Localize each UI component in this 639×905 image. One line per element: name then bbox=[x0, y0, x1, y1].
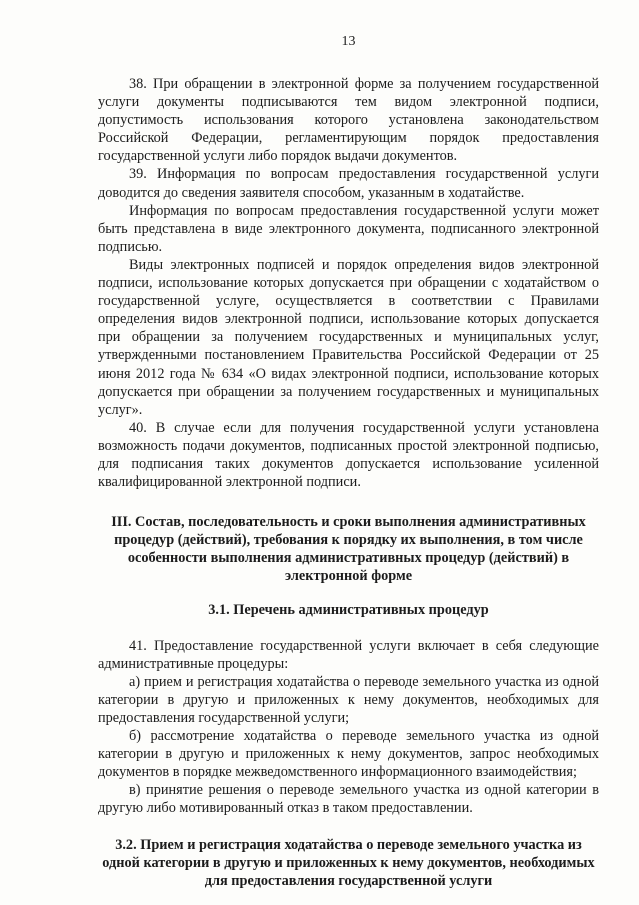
page-number: 13 bbox=[341, 34, 356, 49]
subsection-1-heading: 3.1. Перечень административных процедур bbox=[208, 601, 489, 618]
paragraph-signature-types: Виды электронных подписей и порядок определения видов электронной подписи, использование которых допускается при обращении с ходатайством о государственной услуге, осуществляется в соответствии с Правилами определения видов электронной подписи, использование которых допускается при обращении за получением государственных и муниципальных услуг, утвержденными постановлением Правительства Российской Федерации от 25 июня 2012 года № 634 «О видах электронной подписи, использование которых допускается при обращении за получением государственных и муниципальных услуг». bbox=[98, 256, 599, 418]
paragraph-40: 40. В случае если для получения государственной услуги установлена возможность подачи документов, подписанных простой электронной подписью, для подписания таких документов допускается использование усиленной квалифицированной электронной подписи. bbox=[98, 419, 599, 491]
list-item-a: а) прием и регистрация ходатайства о переводе земельного участка из одной категории в другую и приложенных к нему документов, необходимых для предоставления государственной услуги; bbox=[98, 673, 599, 726]
paragraph-41: 41. Предоставление государственной услуги включает в себя следующие административные процедуры: bbox=[98, 637, 599, 672]
paragraph-info-electronic: Информация по вопросам предоставления государственной услуги может быть представлена в виде электронного документа, подписанного электронной подписью. bbox=[98, 202, 599, 255]
section-heading: III. Состав, последовательность и сроки выполнения административных процедур (действий), требования к порядку их выполнения, в том числе особенности выполнения административных процедур (действий) в электронной форме bbox=[111, 514, 586, 585]
list-item-b: б) рассмотрение ходатайства о переводе земельного участка из одной категории в другую и приложенных к нему документов, запрос необходимых документов в порядке межведомственного информационного взаимодействия; bbox=[98, 728, 599, 781]
paragraph-39: 39. Информация по вопросам предоставления государственной услуги доводится до сведения заявителя способом, указанным в ходатайстве. bbox=[98, 166, 599, 201]
spacer bbox=[98, 586, 599, 601]
spacer bbox=[98, 818, 599, 836]
spacer bbox=[98, 619, 599, 637]
list-item-v: в) принятие решения о переводе земельного участка из одной категории в другую либо мотивированный отказ в таком предоставлении. bbox=[98, 782, 599, 817]
subsection-2-heading: 3.2. Прием и регистрация ходатайства о переводе земельного участка из одной категории в другую и приложенных к нему документов, необходимых для предоставления государственной услуги bbox=[102, 836, 595, 889]
paragraph-38: 38. При обращении в электронной форме за получением государственной услуги документы подписываются тем видом электронной подписи, допустимость использования которого установлена законодательством Российской Федерации, регламентирующим порядок предоставления государственной услуги либо порядок выдачи документов. bbox=[98, 76, 599, 165]
spacer bbox=[98, 491, 599, 509]
